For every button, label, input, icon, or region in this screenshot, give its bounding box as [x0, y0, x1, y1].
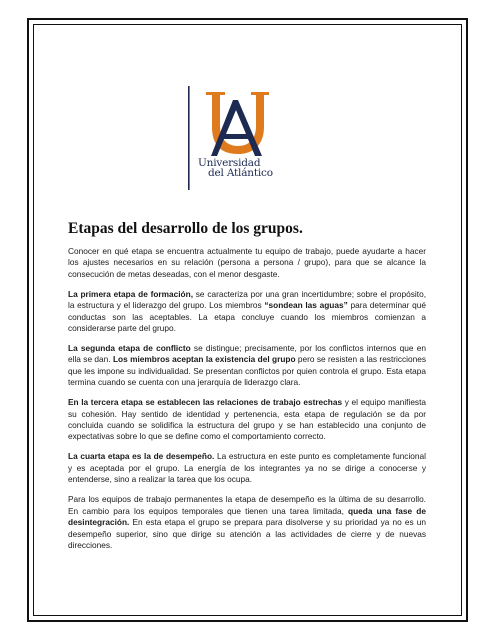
paragraph-text: Para los equipos de trabajo permanentes la etapa de desempeño es la última de su desarrollo. En cambio para los equipos temporales que tienen una tarea limitada,	[68, 494, 426, 516]
emphasized-text: queda una fase de desintegración.	[68, 505, 426, 528]
logo-vertical-rule	[188, 86, 190, 190]
logo-line-del-atlantico: del Atlántico	[208, 167, 273, 179]
body-paragraph	[68, 397, 426, 443]
body-paragraph	[68, 246, 426, 280]
emphasized-text: “sondean las aguas”	[264, 300, 348, 311]
emphasized-text: La primera etapa de formación,	[68, 288, 193, 299]
emphasized-text: La segunda etapa de conflicto	[68, 343, 191, 354]
paragraph-text: pero se resisten a las restricciones que les impone su individualidad. Se presentan conflictos por quien controla el grupo. Esta etapa termina cuando se cuenta con una jerarquía de liderazgo clara.	[68, 354, 426, 388]
paragraph-text: En esta etapa el grupo se prepara para disolverse y su prioridad ya no es un desempeño superior, sino que dirige su atención a las actividades de cierre y de nuevas direcciones.	[68, 517, 426, 550]
paragraph-text: para determinar qué conductas son las aceptables. La etapa concluye cuando los miembros comienzan a considerarse parte del grupo.	[68, 300, 426, 334]
emphasized-text: En la tercera etapa se establecen las relaciones de trabajo estrechas	[68, 397, 343, 408]
body-paragraph	[68, 343, 426, 389]
body-paragraph	[68, 451, 426, 485]
logo-line-universidad: Universidad	[198, 157, 261, 169]
logo-wordmark	[198, 158, 280, 178]
paragraph-text: La estructura en este punto es completamente funcional y es aceptada por el grupo. La energía de los integrantes ya no se dirige a conocerse y entenderse, sino a realizar la tarea que los ocupa.	[68, 451, 426, 485]
paragraph-text: se caracteriza por una gran incertidumbre; sobre el propósito, la estructura y el liderazgo del grupo. Los miembros	[68, 288, 426, 311]
document-body	[68, 246, 426, 560]
body-paragraph	[68, 289, 426, 335]
emphasized-text: La cuarta etapa es la de desempeño.	[68, 451, 215, 462]
document-title: Etapas del desarrollo de los grupos.	[68, 220, 303, 237]
paragraph-text: Conocer en qué etapa se encuentra actualmente tu equipo de trabajo, puede ayudarte a hacer los ajustes necesarios en su relación (persona a persona / grupo), para que se alcance la consecución de metas deseadas, con el menor desgaste.	[68, 246, 426, 279]
emphasized-text: Los miembros aceptan la existencia del grupo	[112, 354, 296, 365]
paragraph-text: se distingue; precisamente, por los conflictos internos que en ella se dan.	[68, 343, 426, 365]
body-paragraph	[68, 494, 426, 551]
paragraph-text: y el equipo manifiesta su cohesión. Hay sentido de identidad y pertenencia, esta etapa de regulación se da por concluida cuando se solidifica la estructura del grupo y se han establecido una conjunto de expectativas sobre lo que se define como el comportamiento correcto.	[68, 397, 426, 442]
